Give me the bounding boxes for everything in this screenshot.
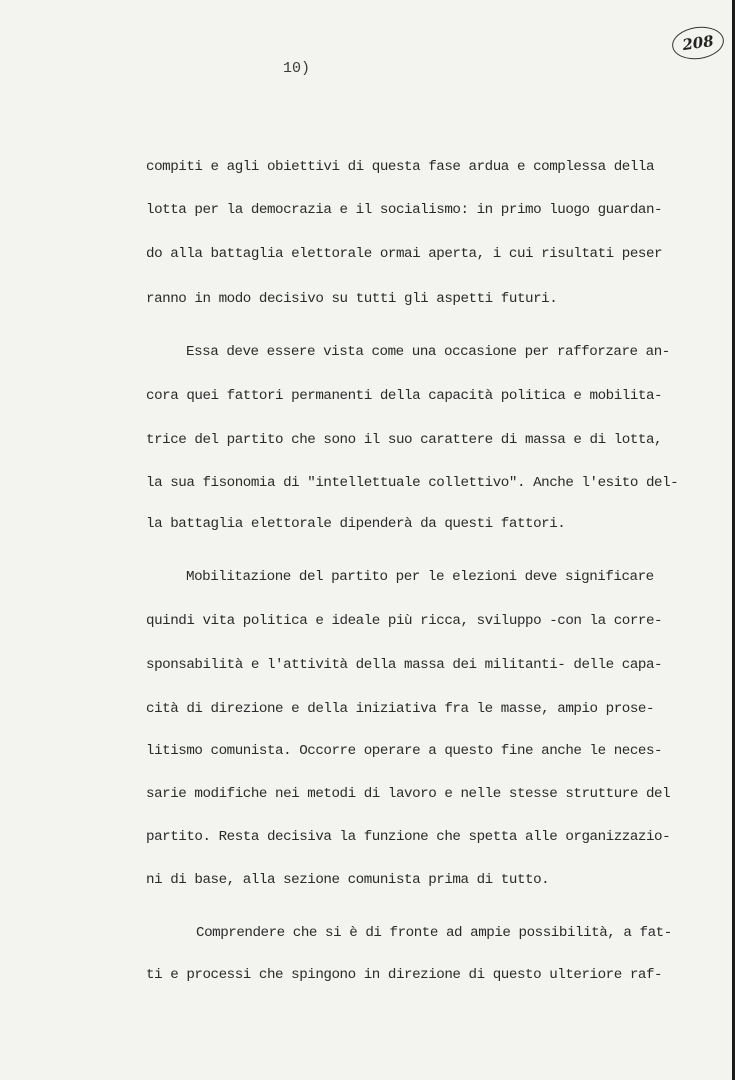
archive-stamp: 208 — [670, 24, 726, 63]
text-line: lotta per la democrazia e il socialismo: in primo luogo guardan- — [146, 202, 663, 218]
text-line: sarie modifiche nei metodi di lavoro e nelle stesse strutture del — [146, 786, 671, 802]
text-line: do alla battaglia elettorale ormai aperta, i cui risultati peser — [146, 246, 663, 262]
text-line: compiti e agli obiettivi di questa fase ardua e complessa della — [146, 159, 655, 175]
text-line: la sua fisonomia di "intellettuale collettivo". Anche l'esito del- — [146, 475, 679, 491]
text-line: Comprendere che si è di fronte ad ampie possibilità, a fat- — [196, 925, 672, 941]
text-line: litismo comunista. Occorre operare a questo fine anche le neces- — [146, 743, 663, 759]
text-line: partito. Resta decisiva la funzione che spetta alle organizzazio- — [146, 829, 671, 845]
text-line: cora quei fattori permanenti della capacità politica e mobilita- — [146, 388, 663, 404]
text-line: trice del partito che sono il suo carattere di massa e di lotta, — [146, 432, 663, 448]
text-line: la battaglia elettorale dipenderà da questi fattori. — [146, 516, 566, 532]
text-line: ti e processi che spingono in direzione di questo ulteriore raf- — [146, 967, 663, 983]
text-line: ranno in modo decisivo su tutti gli aspetti futuri. — [146, 291, 558, 307]
text-line: ni di base, alla sezione comunista prima di tutto. — [146, 872, 550, 888]
page-number: 10) — [283, 60, 311, 77]
text-line: Mobilitazione del partito per le elezioni deve significare — [186, 569, 654, 585]
text-line: Essa deve essere vista come una occasione per rafforzare an- — [186, 344, 670, 360]
text-line: cità di direzione e della iniziativa fra le masse, ampio prose- — [146, 701, 655, 717]
text-line: sponsabilità e l'attività della massa dei militanti- delle capa- — [146, 657, 663, 673]
text-line: quindi vita politica e ideale più ricca, sviluppo -con la corre- — [146, 613, 663, 629]
